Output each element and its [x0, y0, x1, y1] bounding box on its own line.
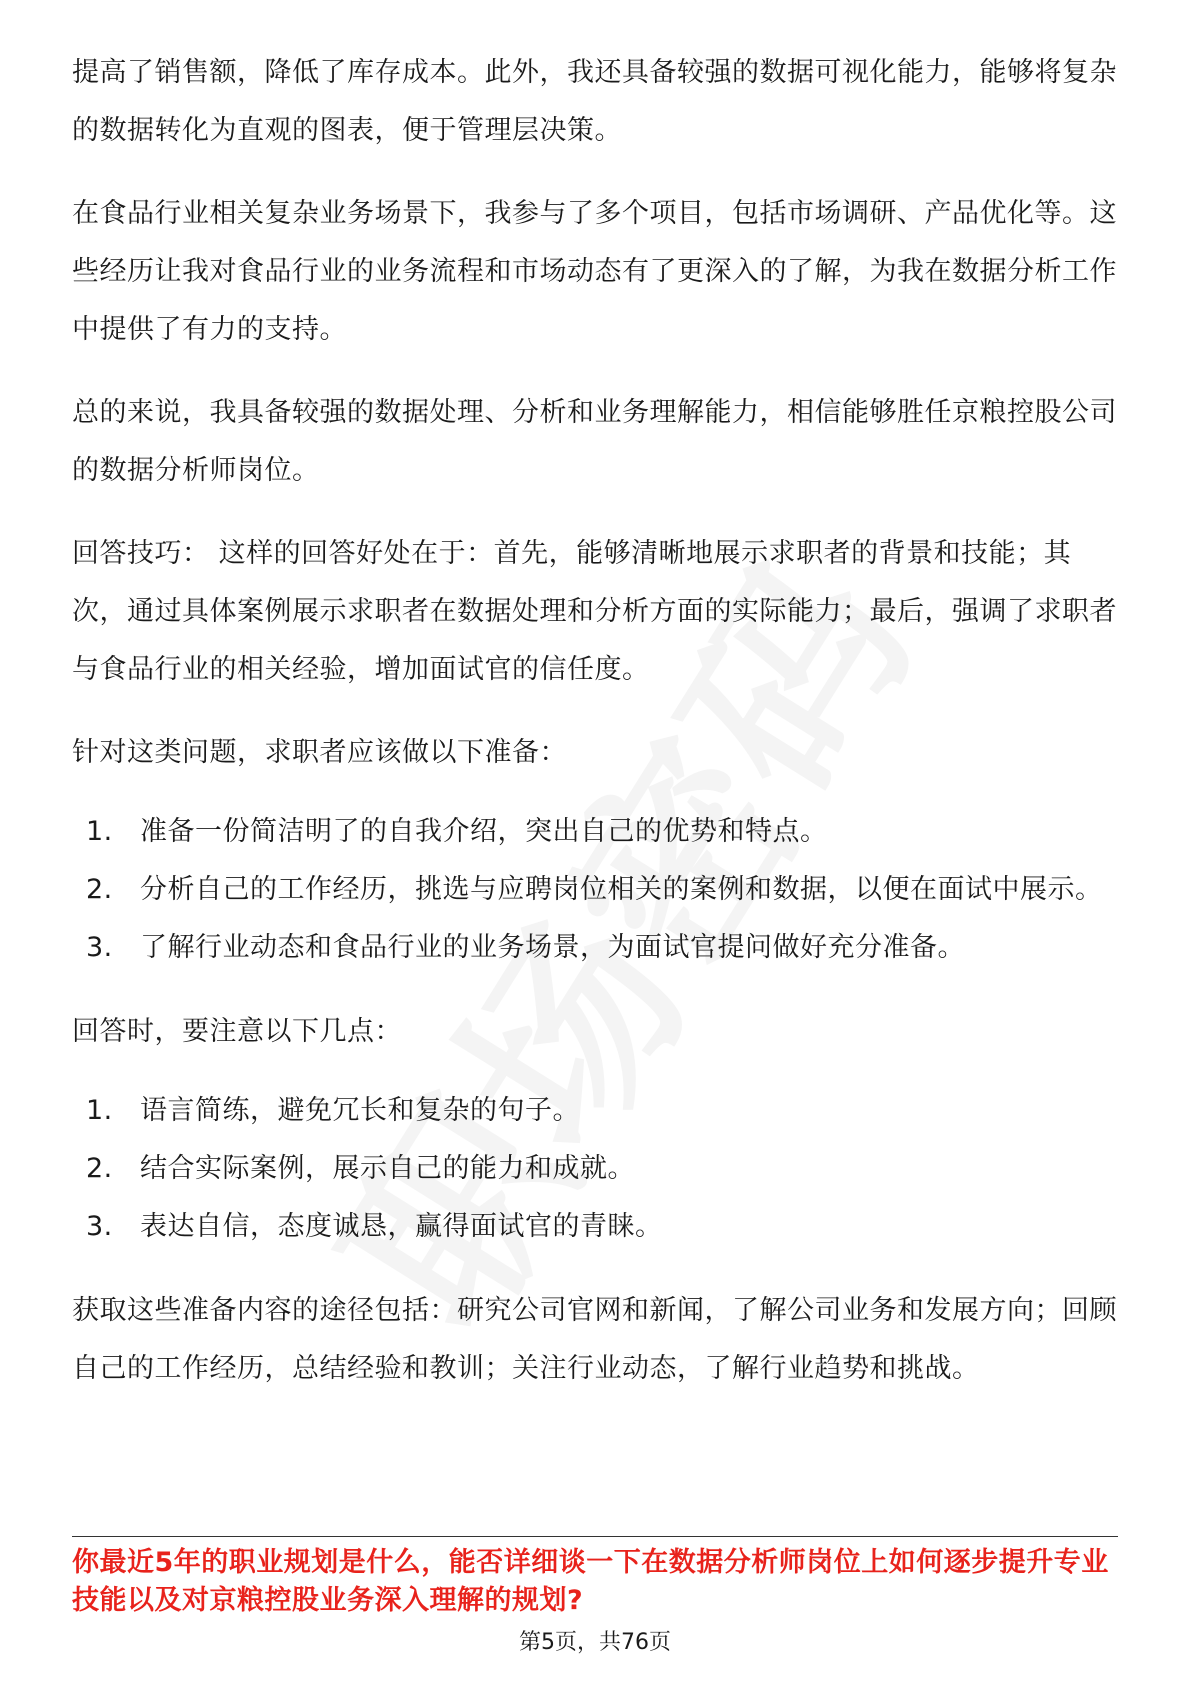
list-item [86, 1198, 1118, 1256]
list-item-text: 准备一份简洁明了的自我介绍，突出自己的优势和特点。 [140, 816, 828, 847]
prep-list [72, 803, 1118, 977]
list-item-number: 3. [86, 932, 113, 963]
list-item [86, 861, 1118, 919]
list-item-text: 结合实际案例，展示自己的能力和成就。 [140, 1153, 635, 1184]
paragraph-answer-tips: 回答技巧： 这样的回答好处在于：首先，能够清晰地展示求职者的背景和技能；其次，通过具体案例展示求职者在数据处理和分析方面的实际能力；最后，强调了求职者与食品行业的相关经验，增加面试官的信任度。 [72, 538, 1117, 685]
paragraph-summary: 总的来说，我具备较强的数据处理、分析和业务理解能力，相信能够胜任京粮控股公司的数据分析师岗位。 [72, 397, 1117, 486]
paragraph-achievements: 提高了销售额，降低了库存成本。此外，我还具备较强的数据可视化能力，能够将复杂的数据转化为直观的图表，便于管理层决策。 [72, 57, 1117, 146]
paragraph-closing: 获取这些准备内容的途径包括：研究公司官网和新闻，了解公司业务和发展方向；回顾自己的工作经历，总结经验和教训；关注行业动态，了解行业趋势和挑战。 [72, 1295, 1117, 1384]
body-content [72, 44, 1118, 1423]
list-item-number: 3. [86, 1211, 113, 1242]
answer-list [72, 1082, 1118, 1256]
list-item [86, 1082, 1118, 1140]
paragraph-food-industry: 在食品行业相关复杂业务场景下，我参与了多个项目，包括市场调研、产品优化等。这些经历让我对食品行业的业务流程和市场动态有了更深入的了解，为我在数据分析工作中提供了有力的支持。 [72, 198, 1117, 345]
list-item-number: 1. [86, 1095, 113, 1126]
next-question-heading: 你最近5年的职业规划是什么，能否详细谈一下在数据分析师岗位上如何逐步提升专业技能以及对京粮控股业务深入理解的规划? [72, 1547, 1109, 1616]
list-item [86, 919, 1118, 977]
list-item-number: 1. [86, 816, 113, 847]
list-item [86, 803, 1118, 861]
list-item-number: 2. [86, 1153, 113, 1184]
list-item-text: 语言简练，避免冗长和复杂的句子。 [140, 1095, 580, 1126]
paragraph-answer-intro: 回答时，要注意以下几点： [72, 1016, 402, 1047]
list-item-text: 了解行业动态和食品行业的业务场景，为面试官提问做好充分准备。 [140, 932, 965, 963]
list-item-number: 2. [86, 874, 113, 905]
list-item [86, 1140, 1118, 1198]
paragraph-prep-intro: 针对这类问题，求职者应该做以下准备： [72, 737, 567, 768]
section-divider [72, 1536, 1118, 1537]
list-item-text: 分析自己的工作经历，挑选与应聘岗位相关的案例和数据，以便在面试中展示。 [140, 874, 1103, 905]
page-number-footer: 第5页，共76页 [519, 1630, 671, 1655]
list-item-text: 表达自信，态度诚恳，赢得面试官的青睐。 [140, 1211, 663, 1242]
